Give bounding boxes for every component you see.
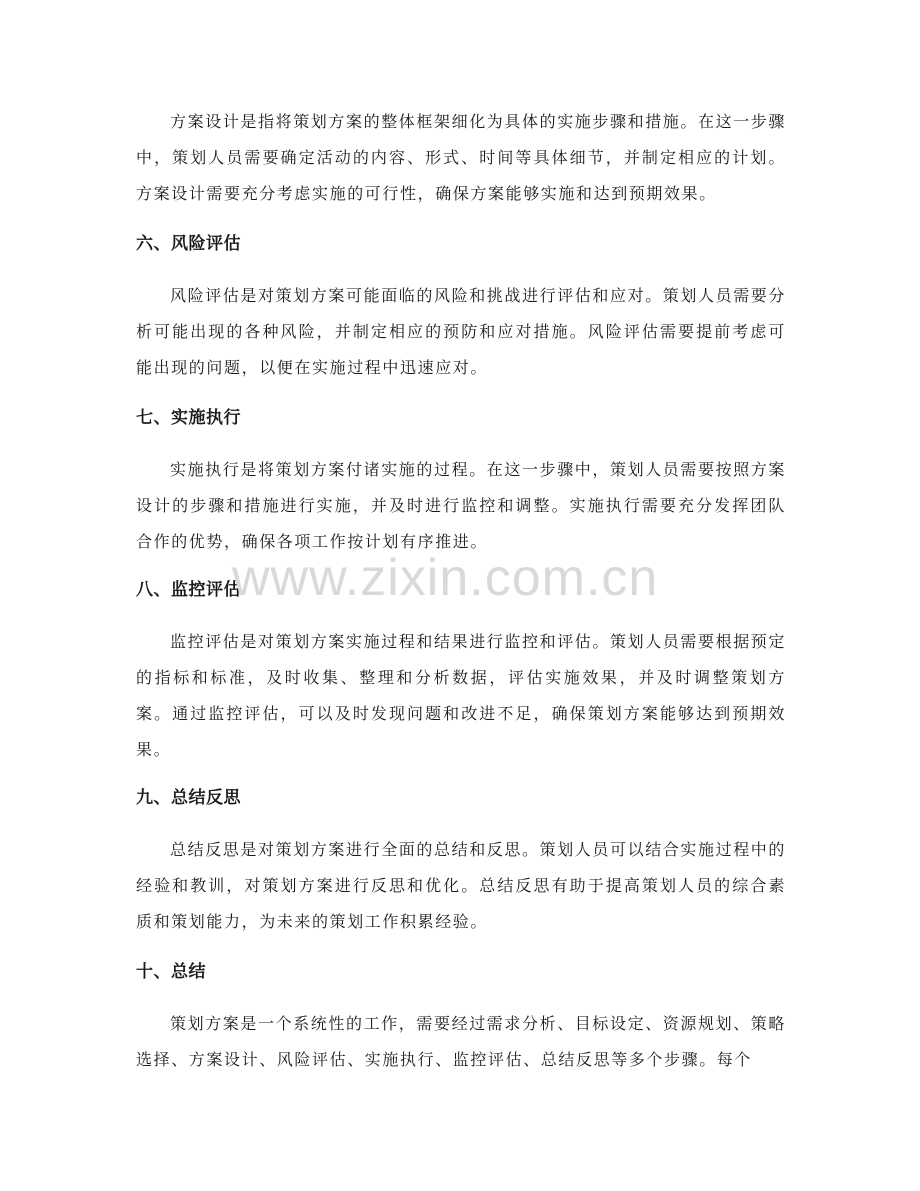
paragraph-plan-design: 方案设计是指将策划方案的整体框架细化为具体的实施步骤和措施。在这一步骤中，策划人员需要确定活动的内容、形式、时间等具体细节，并制定相应的计划。方案设计需要充分考虑实施的可行性，确保方案能够实施和达到预期效果。 (136, 112, 787, 203)
paragraph-risk-assessment: 风险评估是对策划方案可能面临的风险和挑战进行评估和应对。策划人员需要分析可能出现的各种风险，并制定相应的预防和应对措施。风险评估需要提前考虑可能出现的问题，以便在实施过程中迅速应对。 (136, 286, 787, 377)
heading-monitoring-evaluation: 八、监控评估 (136, 580, 241, 600)
watermark-text: www.zixin.com.cn (232, 549, 659, 607)
heading-implementation: 七、实施执行 (136, 408, 241, 428)
heading-conclusion: 十、总结 (136, 962, 206, 982)
heading-summary-reflection: 九、总结反思 (136, 788, 241, 808)
paragraph-monitoring-evaluation: 监控评估是对策划方案实施过程和结果进行监控和评估。策划人员需要根据预定的指标和标准，及时收集、整理和分析数据，评估实施效果，并及时调整策划方案。通过监控评估，可以及时发现问题和改进不足，确保策划方案能够达到预期效果。 (136, 632, 787, 759)
paragraph-summary-reflection: 总结反思是对策划方案进行全面的总结和反思。策划人员可以结合实施过程中的经验和教训，对策划方案进行反思和优化。总结反思有助于提高策划人员的综合素质和策划能力，为未来的策划工作积累经验。 (136, 840, 787, 931)
paragraph-conclusion: 策划方案是一个系统性的工作，需要经过需求分析、目标设定、资源规划、策略选择、方案设计、风险评估、实施执行、监控评估、总结反思等多个步骤。每个 (136, 1014, 787, 1069)
heading-risk-assessment: 六、风险评估 (136, 234, 241, 254)
paragraph-implementation: 实施执行是将策划方案付诸实施的过程。在这一步骤中，策划人员需要按照方案设计的步骤和措施进行实施，并及时进行监控和调整。实施执行需要充分发挥团队合作的优势，确保各项工作按计划有序推进。 (136, 460, 787, 551)
